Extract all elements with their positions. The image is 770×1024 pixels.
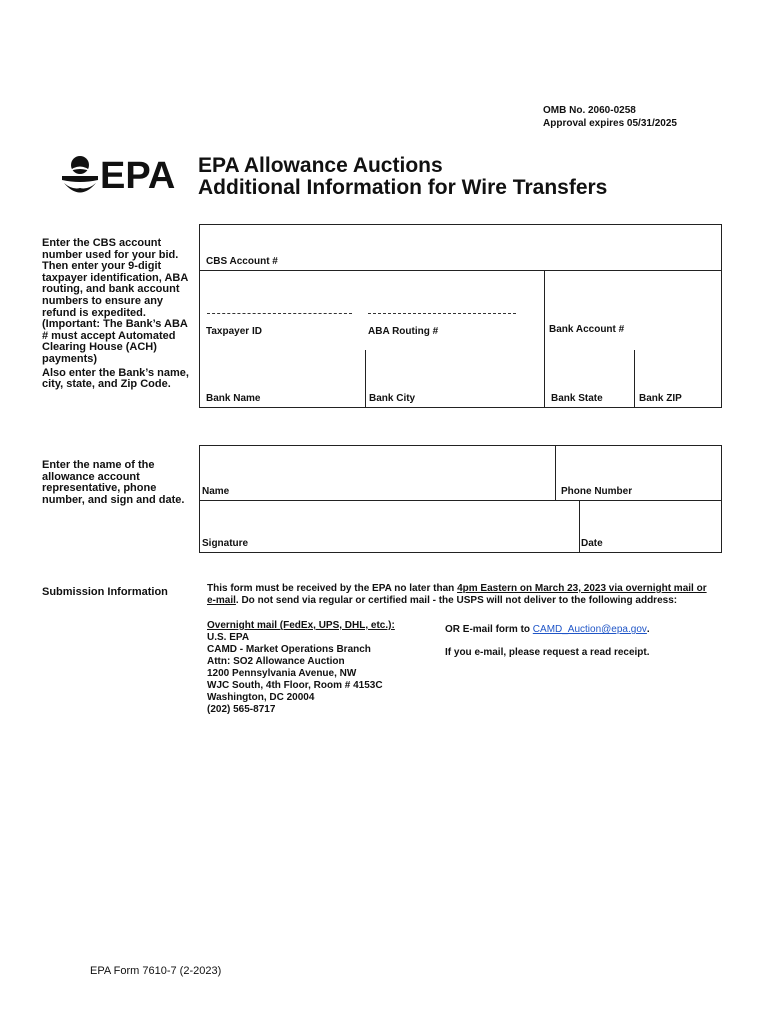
bank-account-field[interactable]: Bank Account # <box>549 324 625 335</box>
overnight-heading: Overnight mail (FedEx, UPS, DHL, etc.): <box>207 620 395 631</box>
email-link[interactable]: CAMD_Auction@epa.gov <box>532 624 647 635</box>
email-line: OR E-mail form to CAMD_Auction@epa.gov. <box>445 624 650 635</box>
taxpayer-id-dashes <box>207 313 352 314</box>
address-line: CAMD - Market Operations Branch <box>207 644 371 655</box>
address-line: WJC South, 4th Floor, Room # 4153C <box>207 680 383 691</box>
bank-info-table <box>199 224 722 408</box>
taxpayer-id-field[interactable]: Taxpayer ID <box>206 326 262 337</box>
bank-instructions-2: Also enter the Bank’s name, city, state, and Zip Code. <box>42 366 189 391</box>
aba-routing-dashes <box>368 313 516 314</box>
bank-zip-field[interactable]: Bank ZIP <box>639 393 682 404</box>
epa-logo-text: EPA <box>100 155 176 197</box>
address-line: (202) 565-8717 <box>207 704 276 715</box>
form-number: EPA Form 7610-7 (2-2023) <box>90 965 222 977</box>
omb-block <box>543 104 677 130</box>
page-title <box>198 155 607 199</box>
bank-instructions <box>42 238 194 391</box>
read-receipt-note: If you e-mail, please request a read receipt. <box>445 647 650 658</box>
submission-deadline: 4pm Eastern on March 23, 2023 via overnight mail or e-mail <box>207 583 707 606</box>
bank-state-field[interactable]: Bank State <box>551 393 603 404</box>
phone-number-field[interactable]: Phone Number <box>561 486 633 497</box>
bank-instructions-1: Enter the CBS account number used for your bid. Then enter your 9-digit taxpayer identification, ABA routing, and bank account numbers to ensure any refund is expedited. (Important: The Bank’s ABA # must accept Automated Clearing House (ACH) payments) <box>42 237 188 365</box>
submission-deadline-text: This form must be received by the EPA no later than 4pm Eastern on March 23, 2023 via overnight mail or e-mail. Do not send via regular or certified mail - the USPS will not deliver to the following address: <box>207 583 707 606</box>
overnight-address-block <box>207 620 395 716</box>
approval-expires: Approval expires 05/31/2025 <box>543 118 677 129</box>
signature-field[interactable]: Signature <box>202 538 249 549</box>
rep-instructions: Enter the name of the allowance account representative, phone number, and sign and date. <box>42 459 185 506</box>
address-line: Attn: SO2 Allowance Auction <box>207 656 345 667</box>
address-line: U.S. EPA <box>207 632 250 643</box>
cbs-account-field[interactable]: CBS Account # <box>206 256 278 267</box>
address-line: 1200 Pennsylvania Avenue, NW <box>207 668 357 679</box>
title-line-2: Additional Information for Wire Transfers <box>198 176 608 199</box>
rep-info-table <box>199 445 722 553</box>
bank-city-field[interactable]: Bank City <box>369 393 416 404</box>
address-line: Washington, DC 20004 <box>207 692 315 703</box>
title-line-1: EPA Allowance Auctions <box>198 154 443 177</box>
rep-name-field[interactable]: Name <box>202 486 230 497</box>
epa-logo-icon <box>60 152 184 198</box>
omb-number: OMB No. 2060-0258 <box>543 105 636 116</box>
submission-heading: Submission Information <box>42 586 168 598</box>
date-field[interactable]: Date <box>581 538 603 549</box>
bank-name-field[interactable]: Bank Name <box>206 393 261 404</box>
aba-routing-field[interactable]: ABA Routing # <box>368 326 439 337</box>
